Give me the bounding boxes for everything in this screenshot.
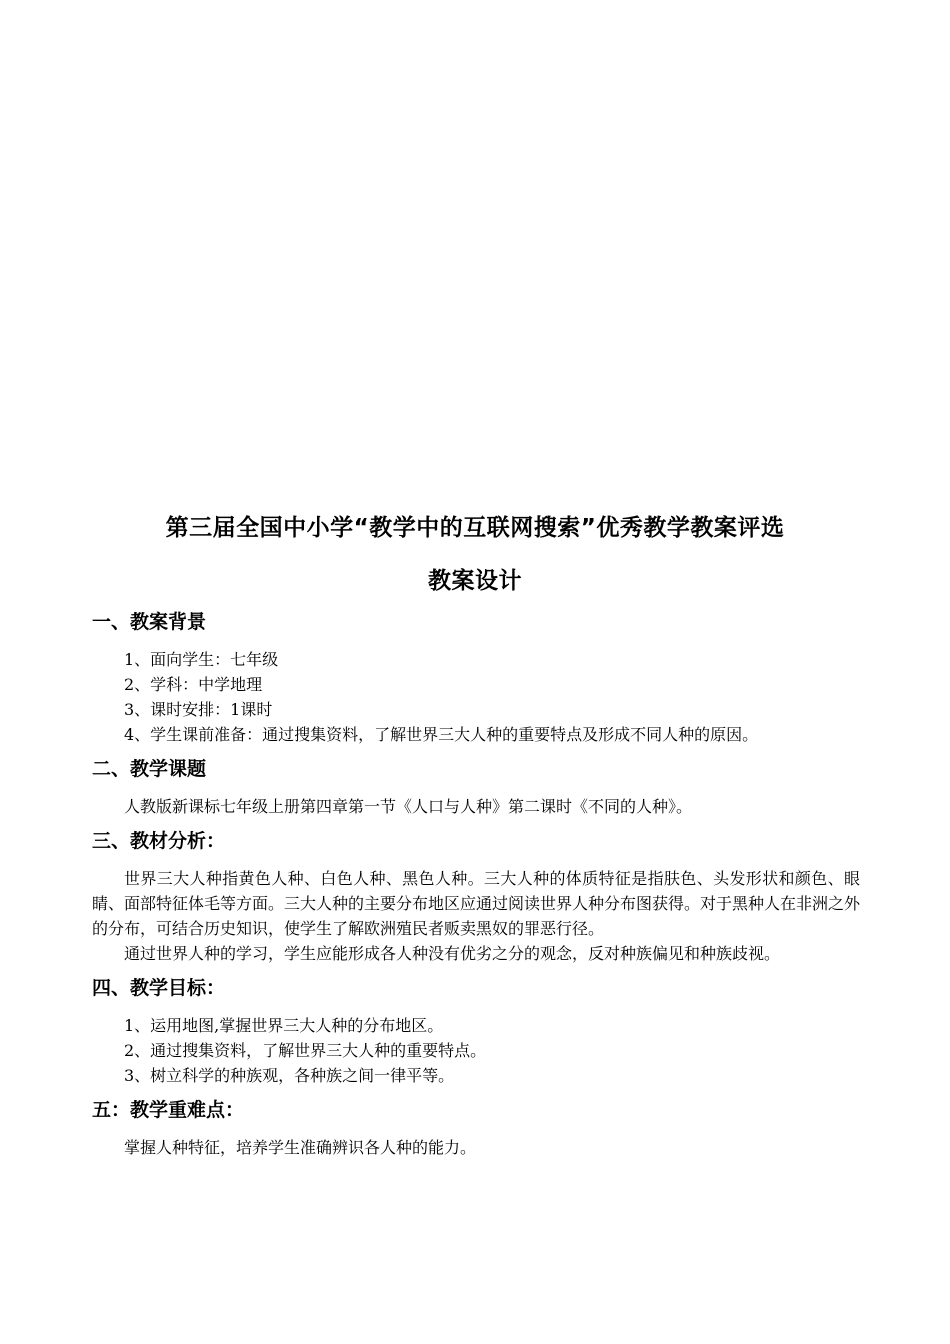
paragraph: 2、通过搜集资料，了解世界三大人种的重要特点。 xyxy=(124,1041,487,1060)
section-heading: 四、教学目标： xyxy=(92,977,226,999)
section-material-analysis xyxy=(92,829,860,966)
paragraph: 1、面向学生：七年级 xyxy=(124,650,279,669)
paragraph: 通过世界人种的学习，学生应能形成各人种没有优劣之分的观念，反对种族偏见和种族歧视。 xyxy=(124,944,781,963)
section-objectives xyxy=(92,976,860,1088)
document-title: 第三届全国中小学“教学中的互联网搜索”优秀教学教案评选 xyxy=(165,515,785,541)
section-heading: 三、教材分析： xyxy=(92,830,226,852)
section-topic xyxy=(92,757,860,819)
paragraph: 2、学科：中学地理 xyxy=(124,675,263,694)
document-body xyxy=(92,610,860,1170)
paragraph: 3、课时安排：1课时 xyxy=(124,700,273,719)
section-heading: 二、教学课题 xyxy=(92,758,207,780)
section-background xyxy=(92,610,860,747)
document-subtitle: 教案设计 xyxy=(428,568,522,594)
paragraph: 1、运用地图,掌握世界三大人种的分布地区。 xyxy=(124,1016,444,1035)
paragraph: 3、树立科学的种族观，各种族之间一律平等。 xyxy=(124,1066,455,1085)
section-key-points xyxy=(92,1098,860,1160)
paragraph: 4、学生课前准备：通过搜集资料，了解世界三大人种的重要特点及形成不同人种的原因。 xyxy=(124,725,759,744)
section-heading: 一、教案背景 xyxy=(92,611,207,633)
paragraph: 世界三大人种指黄色人种、白色人种、黑色人种。三大人种的体质特征是指肤色、头发形状和颜色、眼睛、面部特征体毛等方面。三大人种的主要分布地区应通过阅读世界人种分布图获得。对于黑种人在非洲之外的分布，可结合历史知识，使学生了解欧洲殖民者贩卖黑奴的罪恶行径。 xyxy=(92,869,861,938)
section-heading: 五：教学重难点： xyxy=(92,1099,245,1121)
paragraph: 人教版新课标七年级上册第四章第一节《人口与人种》第二课时《不同的人种》。 xyxy=(124,797,693,816)
paragraph: 掌握人种特征，培养学生准确辨识各人种的能力。 xyxy=(124,1138,477,1157)
